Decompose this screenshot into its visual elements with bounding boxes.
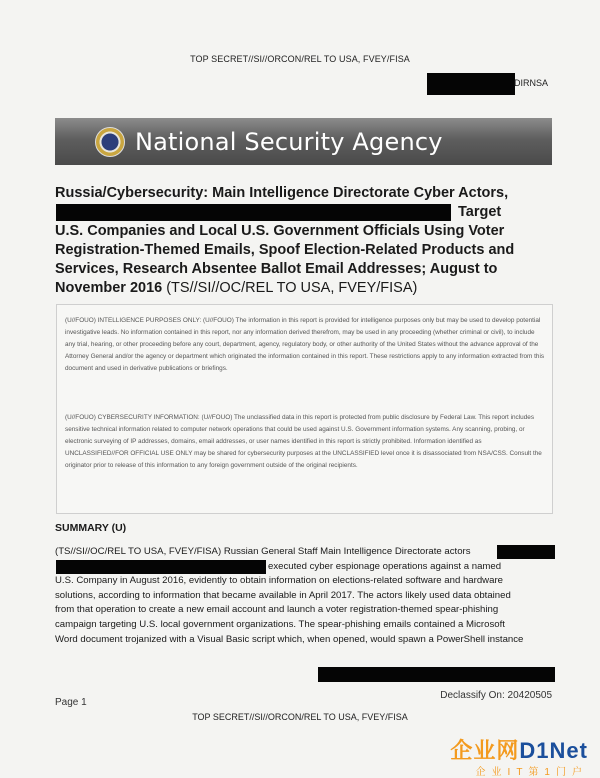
watermark-logo bbox=[450, 734, 588, 778]
title-line-last bbox=[55, 279, 555, 298]
title-line: Russia/Cybersecurity: Main Intelligence Directorate Cyber Actors, bbox=[55, 185, 509, 201]
notice-box bbox=[56, 304, 553, 514]
summary-line: campaign targeting U.S. local government organizations. The spear-phishing emails contained a Microsoft bbox=[55, 618, 505, 630]
nsa-seal-icon bbox=[95, 127, 125, 157]
summary-line: (TS//SI//OC/REL TO USA, FVEY/FISA) Russian General Staff Main Intelligence Directorate actors bbox=[55, 546, 471, 557]
summary-line: U.S. Company in August 2016, evidently to obtain information on elections-related software and hardware bbox=[55, 575, 503, 587]
redaction-summary-3 bbox=[318, 667, 555, 682]
intelligence-purposes-notice: (U//FOUO) INTELLIGENCE PURPOSES ONLY: (U//FOUO) The information in this report is provided for intelligence purposes only but may be used to develop potential investigative leads. No information contained in this report, nor any information derived therefrom, may be used in any proceeding (whether criminal or civil), to include any trial, hearing, or other proceeding before any court, department, agency, regulatory body, or other authority of the United States without the advance approval of the Attorney General and/or the agency or department which originated the information contained in this report. These restrictions apply to any information extracted from this document and used in derivative publications or briefings. bbox=[65, 317, 545, 373]
watermark-brand-cn: 企业网 bbox=[450, 738, 520, 763]
summary-line: from that operation to create a new email account and launch a voter registration-themed spear-phishing bbox=[55, 604, 499, 616]
title-line: U.S. Companies and Local U.S. Government Officials Using Voter bbox=[55, 223, 505, 239]
agency-name: National Security Agency bbox=[135, 127, 443, 156]
redaction-summary-1 bbox=[497, 545, 555, 559]
redaction-title bbox=[56, 204, 451, 221]
title-line: Registration-Themed Emails, Spoof Election-Related Products and bbox=[55, 242, 515, 258]
title-date: November 2016 bbox=[55, 280, 163, 296]
title-line: Services, Research Absentee Ballot Email Addresses; August to bbox=[55, 261, 498, 277]
title-classification: (TS//SI//OC/REL TO USA, FVEY/FISA) bbox=[162, 280, 418, 296]
summary-line: solutions, according to information that became available in April 2017. The actors likely used data obtained bbox=[55, 589, 511, 601]
report-title bbox=[55, 184, 555, 298]
watermark-brand bbox=[450, 734, 588, 765]
watermark-tagline: 企业IT第1门户 bbox=[475, 767, 588, 778]
summary-line: executed cyber espionage operations against a named bbox=[268, 560, 502, 572]
cybersecurity-information-notice: (U//FOUO) CYBERSECURITY INFORMATION: (U//FOUO) The unclassified data in this report is protected from public disclosure by Federal Law. This report includes sensitive technical information related to computer network operations that could be used against U.S. Government information systems. Any scanning, probing, or electronic surveying of IP addresses, domains, email addresses, or user names identified in this report is strictly prohibited. Information identified as UNCLASSIFIED//FOR OFFICIAL USE ONLY may be shared for cybersecurity purposes at the UNCLASSIFIED level once it is disassociated from NSA/CSS. Consult the originator prior to release of this information to any foreign government outside of the original recipients. bbox=[65, 414, 542, 470]
title-target: Target bbox=[458, 204, 502, 220]
summary-line: Word document trojanized with a Visual Basic script which, when opened, would spawn a PowerShell instance bbox=[55, 633, 524, 645]
routing-label: DIRNSA bbox=[514, 78, 549, 88]
page-number: Page 1 bbox=[55, 697, 87, 708]
redaction-summary-2 bbox=[56, 560, 266, 574]
classification-marking-bottom: TOP SECRET//SI//ORCON/REL TO USA, FVEY/FISA bbox=[192, 712, 408, 722]
declassify-date: Declassify On: 20420505 bbox=[440, 690, 552, 701]
agency-banner bbox=[55, 118, 552, 165]
watermark-brand-en: D1Net bbox=[519, 738, 588, 763]
summary-heading: SUMMARY (U) bbox=[55, 522, 127, 534]
classification-marking-top: TOP SECRET//SI//ORCON/REL TO USA, FVEY/FISA bbox=[190, 54, 410, 64]
redaction-routing bbox=[427, 73, 515, 95]
